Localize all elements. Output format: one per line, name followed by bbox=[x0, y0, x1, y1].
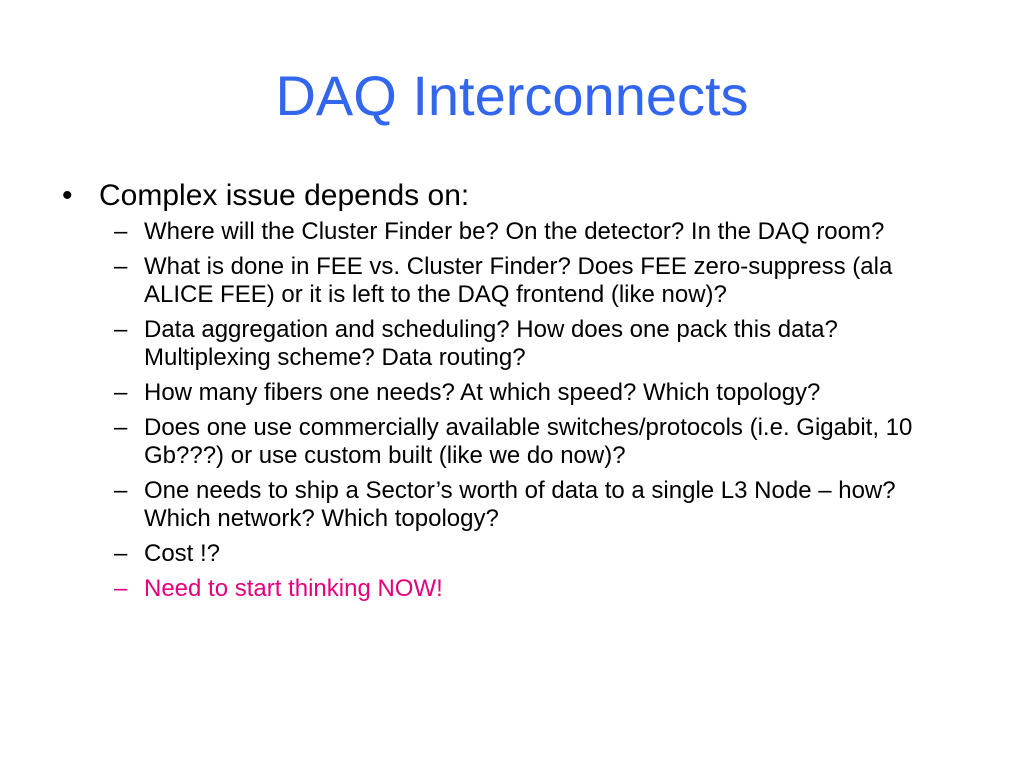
dash-marker: – bbox=[114, 477, 128, 504]
sub-bullet-item bbox=[114, 379, 982, 407]
main-bullet-text: Complex issue depends on: bbox=[99, 179, 470, 212]
slide-body bbox=[62, 178, 982, 610]
dash-marker: – bbox=[114, 575, 128, 602]
bullet-marker: • bbox=[62, 179, 73, 212]
sub-bullet-item bbox=[114, 477, 982, 533]
sub-bullet-text: One needs to ship a Sector’s worth of data to a single L3 Node – how? Which network? Which topology? bbox=[144, 477, 896, 532]
sub-bullet-item bbox=[114, 414, 982, 470]
sub-bullet-item bbox=[114, 540, 982, 568]
sub-bullet-text: What is done in FEE vs. Cluster Finder? Does FEE zero-suppress (ala ALICE FEE) or it is left to the DAQ frontend (like now)? bbox=[144, 253, 893, 308]
sub-bullet-text: Data aggregation and scheduling? How does one pack this data? Multiplexing scheme? Data routing? bbox=[144, 316, 838, 371]
dash-marker: – bbox=[114, 379, 128, 406]
dash-marker: – bbox=[114, 253, 128, 280]
dash-marker: – bbox=[114, 218, 128, 245]
sub-bullet-text: How many fibers one needs? At which speed? Which topology? bbox=[144, 379, 821, 406]
sub-bullet-item bbox=[114, 316, 982, 372]
slide-title: DAQ Interconnects bbox=[275, 64, 749, 127]
sub-bullet-text: Cost !? bbox=[144, 540, 221, 567]
dash-marker: – bbox=[114, 414, 128, 441]
highlighted-sub-bullet-item bbox=[114, 575, 982, 603]
sub-bullet-list bbox=[114, 218, 982, 603]
sub-bullet-item bbox=[114, 218, 982, 246]
highlighted-sub-bullet-text: Need to start thinking NOW! bbox=[144, 575, 443, 602]
dash-marker: – bbox=[114, 540, 128, 567]
sub-bullet-item bbox=[114, 253, 982, 309]
sub-bullet-text: Does one use commercially available switches/protocols (i.e. Gigabit, 10 Gb???) or use custom built (like we do now)? bbox=[144, 414, 913, 469]
main-bullet bbox=[62, 178, 982, 214]
sub-bullet-text: Where will the Cluster Finder be? On the detector? In the DAQ room? bbox=[144, 218, 885, 245]
dash-marker: – bbox=[114, 316, 128, 343]
